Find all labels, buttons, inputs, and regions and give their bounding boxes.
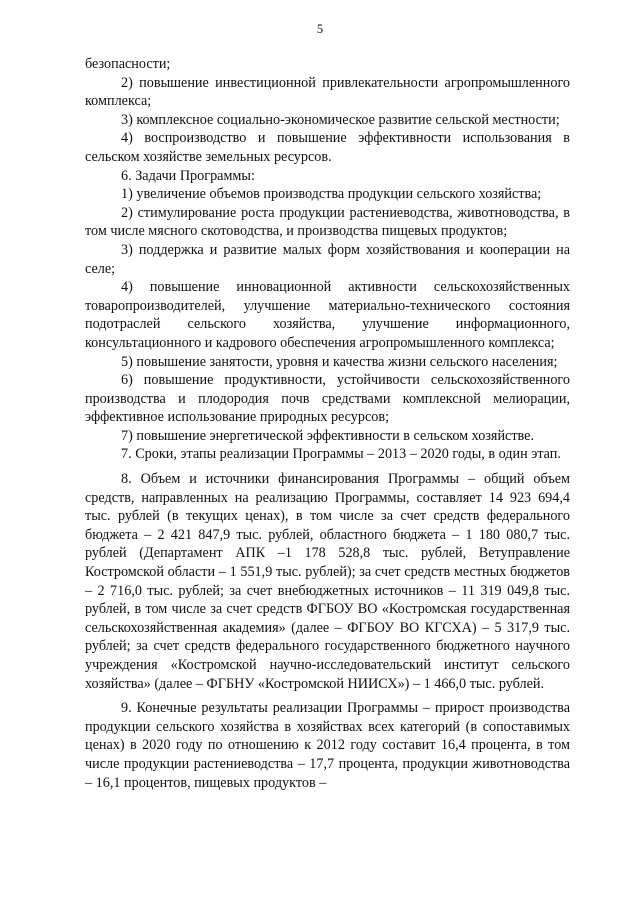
- paragraph: 9. Конечные результаты реализации Программы – прирост производства продукции сельского хозяйства в хозяйствах всех категорий (в сопоставимых ценах) в 2020 году по отношению к 2012 году составит 16,4 процента, в том числе продукции растениеводства – 17,7 процента, продукции животноводства – 16,1 процентов, пищевых продуктов –: [85, 700, 570, 791]
- paragraph: 2) стимулирование роста продукции растениеводства, животноводства, в том числе мясного скотоводства, и производства пищевых продуктов;: [85, 204, 570, 240]
- paragraph: 1) увеличение объемов производства продукции сельского хозяйства;: [121, 186, 542, 203]
- page-number: 5: [316, 22, 324, 36]
- paragraph: 8. Объем и источники финансирования Программы – общий объем средств, направленных на реализацию Программы, составляет 14 923 694,4 тыс. рублей (в текущих ценах), в том числе за счет средств федерального бюджета – 2 421 847,9 тыс. рублей, областного бюджета – 1 180 080,7 тыс. рублей (Департамент АПК –1 178 528,8 тыс. рублей, Ветуправление Костромской области – 1 551,9 тыс. рублей); за счет средств местных бюджетов – 2 716,0 тыс. рублей; за счет внебюджетных источников – 11 319 049,8 тыс. рублей, в том числе за счет средств ФГБОУ ВО «Костромская государственная сельскохозяйственная академия» (далее – ФГБОУ ВО КГСХА) – 5 317,9 тыс. рублей; за счет средств федерального государственного бюджетного научного учреждения «Костромской научно-исследовательский институт сельского хозяйства» (далее – ФГБНУ «Костромской НИИСХ») – 1 466,0 тыс. рублей.: [85, 471, 570, 692]
- paragraph: 3) комплексное социально-экономическое развитие сельской местности;: [121, 111, 560, 128]
- paragraph: 3) поддержка и развитие малых форм хозяйствования и кооперации на селе;: [85, 241, 570, 277]
- paragraph: 4) повышение инновационной активности сельскохозяйственных товаропроизводителей, улучшение материально-технического состояния подотраслей сельского хозяйства, улучшение информационного, консультационного и кадрового обеспечения агропромышленного комплекса;: [85, 279, 570, 351]
- body-text: [85, 55, 570, 792]
- paragraph: безопасности;: [85, 56, 171, 72]
- paragraph: 4) воспроизводство и повышение эффективности использования в сельском хозяйстве земельных ресурсов.: [85, 130, 570, 165]
- paragraph: 7) повышение энергетической эффективности в сельском хозяйстве.: [121, 427, 535, 444]
- paragraph: 2) повышение инвестиционной привлекательности агропромышленного комплекса;: [85, 74, 570, 110]
- paragraph: 5) повышение занятости, уровня и качества жизни сельского населения;: [121, 353, 558, 370]
- section-heading: 6. Задачи Программы:: [121, 167, 255, 184]
- paragraph: 7. Сроки, этапы реализации Программы – 2013 – 2020 годы, в один этап.: [121, 446, 561, 463]
- paragraph: 6) повышение продуктивности, устойчивости сельскохозяйственного производства и плодородия почв средствами комплексной мелиорации, эффективное использование природных ресурсов;: [85, 372, 570, 426]
